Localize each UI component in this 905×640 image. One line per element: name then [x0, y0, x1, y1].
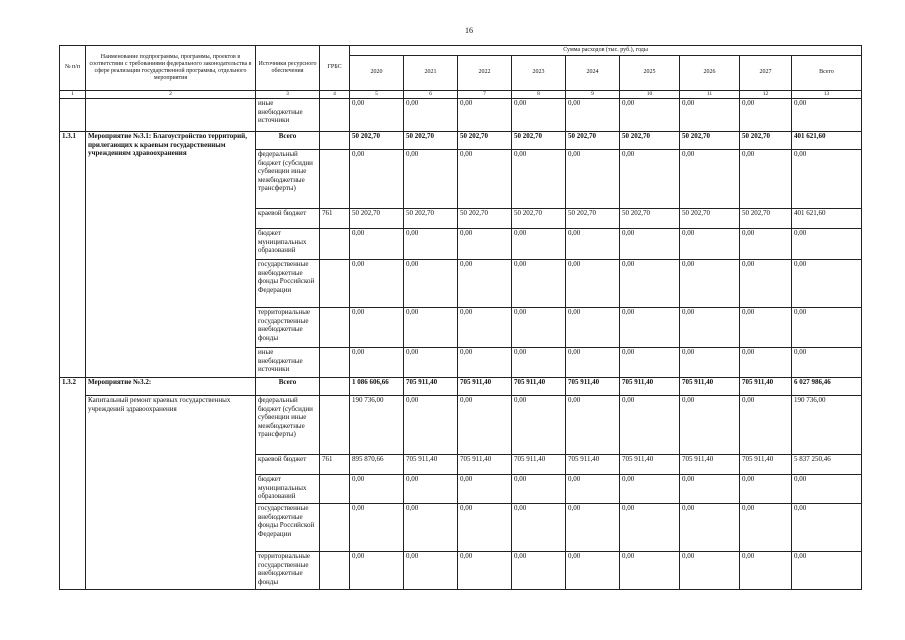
- funding-source: государственные внебюджетные фонды Российской Федерации: [256, 260, 320, 308]
- column-number: 6: [404, 91, 458, 99]
- funding-source: территориальные государственные внебюджетные фонды: [256, 308, 320, 348]
- grbs-code: [320, 475, 350, 504]
- total-row: [60, 132, 862, 150]
- page-number: 16: [465, 26, 473, 35]
- amount-cell: 0,00: [566, 504, 620, 552]
- amount-cell: 0,00: [512, 229, 566, 260]
- amount-cell: 0,00: [512, 99, 566, 132]
- column-number: 11: [680, 91, 740, 99]
- header-year: 2026: [680, 56, 740, 91]
- table-row: [60, 99, 862, 132]
- amount-cell: 705 911,40: [620, 455, 680, 475]
- amount-cell: 0,00: [512, 348, 566, 378]
- amount-cell: 0,00: [566, 260, 620, 308]
- amount-cell: 50 202,70: [350, 209, 404, 229]
- amount-cell: 0,00: [512, 260, 566, 308]
- amount-cell: 50 202,70: [620, 132, 680, 150]
- column-number: 5: [350, 91, 404, 99]
- amount-cell: 0,00: [792, 348, 862, 378]
- grbs-code: [320, 308, 350, 348]
- amount-cell: 0,00: [566, 150, 620, 209]
- amount-cell: 0,00: [620, 475, 680, 504]
- amount-cell: 0,00: [740, 552, 792, 590]
- column-number: 3: [256, 91, 320, 99]
- amount-cell: 0,00: [458, 396, 512, 455]
- amount-cell: 0,00: [566, 396, 620, 455]
- grbs-code: [320, 552, 350, 590]
- measure-name: Мероприятие №3.1: Благоустройство территорий, прилегающих к краевым государственным учреждениям здравоохранения: [86, 132, 256, 378]
- measure-name: Мероприятие №3.2:: [86, 378, 256, 396]
- amount-cell: 0,00: [350, 504, 404, 552]
- header-name: Наименование подпрограммы, программы, проектов в соответствии с требованиями федерального законодательства в сфере реализации государственной программы, отдельного мероприятия: [86, 46, 256, 91]
- amount-cell: 0,00: [680, 348, 740, 378]
- amount-cell: 0,00: [680, 150, 740, 209]
- amount-cell: 705 911,40: [740, 455, 792, 475]
- amount-cell: 0,00: [458, 229, 512, 260]
- amount-cell: 0,00: [350, 260, 404, 308]
- amount-cell: 0,00: [792, 308, 862, 348]
- amount-cell: 0,00: [404, 552, 458, 590]
- funding-source: бюджет муниципальных образований: [256, 229, 320, 260]
- amount-cell: 0,00: [620, 552, 680, 590]
- amount-cell: 0,00: [680, 552, 740, 590]
- amount-cell: 0,00: [350, 348, 404, 378]
- grbs-code: 761: [320, 455, 350, 475]
- amount-cell: 0,00: [404, 348, 458, 378]
- amount-cell: 0,00: [566, 475, 620, 504]
- amount-cell: 0,00: [404, 150, 458, 209]
- funding-source: иные внебюджетные источники: [256, 348, 320, 378]
- column-number: 2: [86, 91, 256, 99]
- amount-cell: 50 202,70: [620, 209, 680, 229]
- amount-cell: 50 202,70: [566, 209, 620, 229]
- grbs-code: [320, 132, 350, 150]
- funding-source: Всего: [256, 378, 320, 396]
- amount-cell: 6 027 986,46: [792, 378, 862, 396]
- header-year: 2020: [350, 56, 404, 91]
- header-source: Источники ресурсного обеспечения: [256, 46, 320, 91]
- header-grbs: ГРБС: [320, 46, 350, 91]
- amount-cell: 705 911,40: [404, 378, 458, 396]
- amount-cell: 0,00: [792, 150, 862, 209]
- amount-cell: 0,00: [350, 552, 404, 590]
- amount-cell: 0,00: [350, 229, 404, 260]
- amount-cell: 0,00: [680, 396, 740, 455]
- amount-cell: 0,00: [620, 348, 680, 378]
- table-row: [60, 396, 862, 455]
- amount-cell: 0,00: [566, 552, 620, 590]
- column-number: 12: [740, 91, 792, 99]
- amount-cell: 5 837 250,46: [792, 455, 862, 475]
- amount-cell: 0,00: [620, 150, 680, 209]
- amount-cell: 0,00: [404, 229, 458, 260]
- amount-cell: 0,00: [680, 260, 740, 308]
- amount-cell: 50 202,70: [680, 209, 740, 229]
- amount-cell: 705 911,40: [620, 378, 680, 396]
- amount-cell: 0,00: [680, 229, 740, 260]
- amount-cell: 705 911,40: [566, 378, 620, 396]
- amount-cell: 0,00: [404, 396, 458, 455]
- amount-cell: 0,00: [566, 348, 620, 378]
- budget-table: [59, 45, 862, 590]
- amount-cell: 705 911,40: [740, 378, 792, 396]
- amount-cell: 0,00: [740, 99, 792, 132]
- header-year: 2021: [404, 56, 458, 91]
- funding-source: территориальные государственные внебюджетные фонды: [256, 552, 320, 590]
- table-body: [60, 99, 862, 590]
- header-year: 2027: [740, 56, 792, 91]
- amount-cell: 0,00: [792, 552, 862, 590]
- amount-cell: 705 911,40: [512, 455, 566, 475]
- amount-cell: 0,00: [620, 396, 680, 455]
- amount-cell: 0,00: [512, 396, 566, 455]
- amount-cell: 50 202,70: [566, 132, 620, 150]
- measure-name-detail: Капитальный ремонт краевых государственных учреждений здравоохранения: [86, 396, 256, 590]
- amount-cell: 0,00: [350, 475, 404, 504]
- row-index: [60, 99, 86, 132]
- amount-cell: 0,00: [458, 504, 512, 552]
- amount-cell: 0,00: [458, 150, 512, 209]
- amount-cell: 895 870,66: [350, 455, 404, 475]
- amount-cell: 0,00: [458, 475, 512, 504]
- header-year: 2022: [458, 56, 512, 91]
- amount-cell: 0,00: [740, 150, 792, 209]
- amount-cell: 50 202,70: [350, 132, 404, 150]
- column-number: 1: [60, 91, 86, 99]
- funding-source: краевой бюджет: [256, 209, 320, 229]
- funding-source: бюджет муниципальных образований: [256, 475, 320, 504]
- amount-cell: 0,00: [404, 504, 458, 552]
- column-number: 7: [458, 91, 512, 99]
- amount-cell: 0,00: [512, 308, 566, 348]
- column-number: 8: [512, 91, 566, 99]
- amount-cell: 50 202,70: [740, 132, 792, 150]
- grbs-code: [320, 378, 350, 396]
- amount-cell: 50 202,70: [458, 209, 512, 229]
- column-number: 13: [792, 91, 862, 99]
- amount-cell: 50 202,70: [404, 209, 458, 229]
- amount-cell: 190 736,00: [792, 396, 862, 455]
- amount-cell: 0,00: [680, 99, 740, 132]
- amount-cell: 0,00: [404, 475, 458, 504]
- header-year: Всего: [792, 56, 862, 91]
- funding-source: иные внебюджетные источники: [256, 99, 320, 132]
- grbs-code: [320, 99, 350, 132]
- amount-cell: 0,00: [792, 260, 862, 308]
- amount-cell: 1 086 606,66: [350, 378, 404, 396]
- amount-cell: 705 911,40: [458, 378, 512, 396]
- amount-cell: 0,00: [740, 308, 792, 348]
- amount-cell: 705 911,40: [458, 455, 512, 475]
- amount-cell: 0,00: [620, 99, 680, 132]
- funding-source: федеральный бюджет (субсидии субвенции иные межбюджетные трансферты): [256, 396, 320, 455]
- funding-source: краевой бюджет: [256, 455, 320, 475]
- amount-cell: 0,00: [512, 150, 566, 209]
- amount-cell: 705 911,40: [404, 455, 458, 475]
- amount-cell: 0,00: [458, 260, 512, 308]
- amount-cell: 0,00: [512, 475, 566, 504]
- header-amount-group: Сумма расходов (тыс. руб.), годы: [350, 46, 862, 56]
- amount-cell: 0,00: [740, 475, 792, 504]
- amount-cell: 0,00: [740, 229, 792, 260]
- total-row: [60, 378, 862, 396]
- row-index: 1.3.2: [60, 378, 86, 590]
- amount-cell: 0,00: [350, 308, 404, 348]
- amount-cell: 0,00: [620, 504, 680, 552]
- grbs-code: [320, 150, 350, 209]
- grbs-code: [320, 229, 350, 260]
- amount-cell: 0,00: [458, 99, 512, 132]
- amount-cell: 50 202,70: [512, 132, 566, 150]
- amount-cell: 0,00: [620, 229, 680, 260]
- amount-cell: 0,00: [350, 99, 404, 132]
- amount-cell: 0,00: [620, 260, 680, 308]
- column-number: 9: [566, 91, 620, 99]
- amount-cell: 0,00: [512, 552, 566, 590]
- funding-source: государственные внебюджетные фонды Российской Федерации: [256, 504, 320, 552]
- amount-cell: 0,00: [792, 229, 862, 260]
- amount-cell: 705 911,40: [512, 378, 566, 396]
- amount-cell: 0,00: [740, 260, 792, 308]
- amount-cell: 0,00: [566, 229, 620, 260]
- amount-cell: 0,00: [458, 552, 512, 590]
- header-year: 2024: [566, 56, 620, 91]
- grbs-code: [320, 396, 350, 455]
- amount-cell: 0,00: [404, 260, 458, 308]
- amount-cell: 0,00: [458, 308, 512, 348]
- amount-cell: 401 621,60: [792, 209, 862, 229]
- amount-cell: 0,00: [792, 99, 862, 132]
- table-header: [60, 46, 862, 99]
- amount-cell: 0,00: [404, 99, 458, 132]
- amount-cell: 0,00: [740, 504, 792, 552]
- funding-source: Всего: [256, 132, 320, 150]
- grbs-code: [320, 348, 350, 378]
- column-number: 4: [320, 91, 350, 99]
- amount-cell: 0,00: [458, 348, 512, 378]
- amount-cell: 705 911,40: [680, 455, 740, 475]
- amount-cell: 50 202,70: [458, 132, 512, 150]
- grbs-code: [320, 504, 350, 552]
- row-index: 1.3.1: [60, 132, 86, 378]
- funding-source: федеральный бюджет (субсидии субвенции иные межбюджетные трансферты): [256, 150, 320, 209]
- amount-cell: 0,00: [792, 504, 862, 552]
- amount-cell: 705 911,40: [680, 378, 740, 396]
- grbs-code: 761: [320, 209, 350, 229]
- header-num: № п/п: [60, 46, 86, 91]
- amount-cell: 401 621,60: [792, 132, 862, 150]
- amount-cell: 50 202,70: [740, 209, 792, 229]
- amount-cell: 190 736,00: [350, 396, 404, 455]
- amount-cell: 50 202,70: [404, 132, 458, 150]
- amount-cell: 0,00: [620, 308, 680, 348]
- amount-cell: 0,00: [792, 475, 862, 504]
- amount-cell: 0,00: [680, 308, 740, 348]
- amount-cell: 50 202,70: [680, 132, 740, 150]
- amount-cell: 705 911,40: [566, 455, 620, 475]
- amount-cell: 0,00: [350, 150, 404, 209]
- amount-cell: 0,00: [512, 504, 566, 552]
- header-year: 2025: [620, 56, 680, 91]
- amount-cell: 0,00: [680, 475, 740, 504]
- amount-cell: 50 202,70: [512, 209, 566, 229]
- amount-cell: 0,00: [680, 504, 740, 552]
- measure-name: [86, 99, 256, 132]
- grbs-code: [320, 260, 350, 308]
- amount-cell: 0,00: [404, 308, 458, 348]
- amount-cell: 0,00: [740, 396, 792, 455]
- column-number: 10: [620, 91, 680, 99]
- amount-cell: 0,00: [740, 348, 792, 378]
- amount-cell: 0,00: [566, 99, 620, 132]
- header-year: 2023: [512, 56, 566, 91]
- amount-cell: 0,00: [566, 308, 620, 348]
- column-numbers-row: [60, 91, 862, 99]
